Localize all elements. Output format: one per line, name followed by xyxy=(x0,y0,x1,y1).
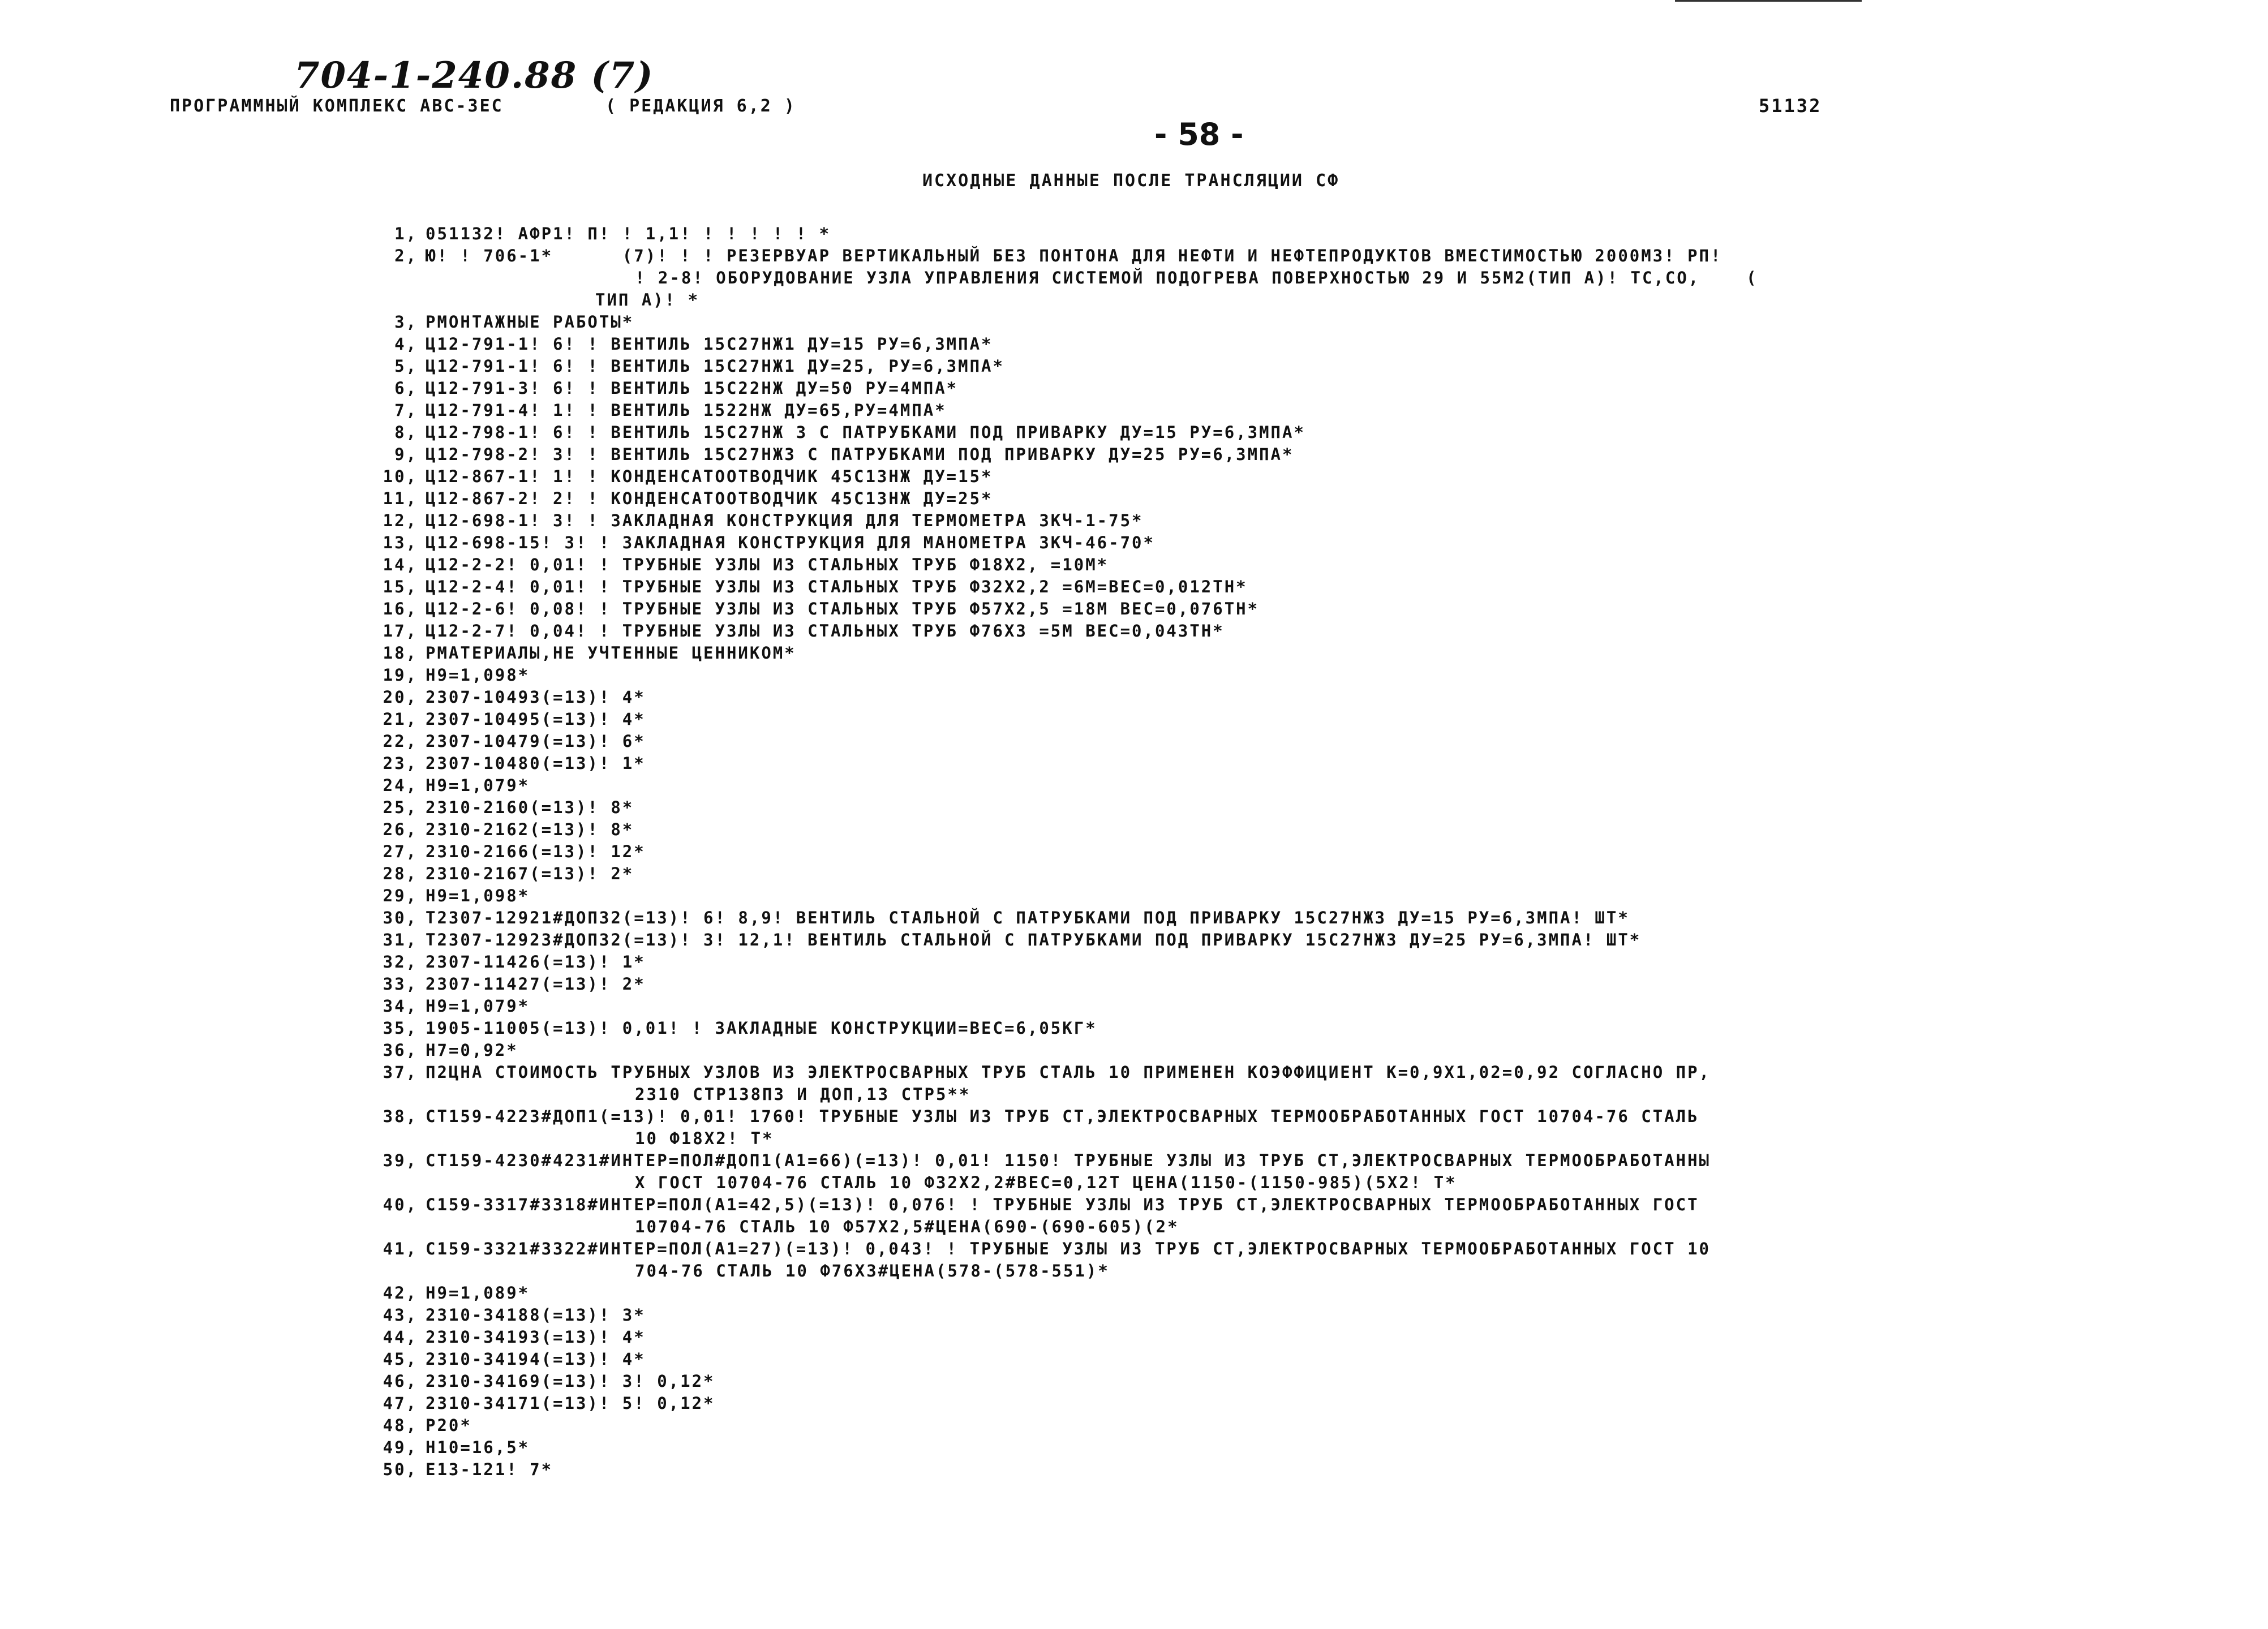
line-number: 14, xyxy=(383,555,418,574)
line-number: 21, xyxy=(383,710,418,729)
line-text: Ц12-2-6! 0,08! ! ТРУБНЫЕ УЗЛЫ ИЗ СТАЛЬНЫХ ТРУБ Ф57Х2,5 =18М ВЕС=0,076ТН* xyxy=(426,599,1260,618)
line-text: Ц12-2-7! 0,04! ! ТРУБНЫЕ УЗЛЫ ИЗ СТАЛЬНЫХ ТРУБ Ф76Х3 =5М ВЕС=0,043ТН* xyxy=(426,621,1225,641)
listing-line xyxy=(370,1260,2243,1282)
line-number: 19, xyxy=(383,665,418,685)
listing-line xyxy=(370,1106,2243,1128)
line-number: 13, xyxy=(383,533,418,552)
listing-body xyxy=(370,223,2243,1481)
line-text: Ц12-698-1! 3! ! ЗАКЛАДНАЯ КОНСТРУКЦИЯ ДЛЯ ТЕРМОМЕТРА ЗКЧ-1-75* xyxy=(426,511,1144,530)
line-text: 2307-10479(=13)! 6* xyxy=(426,732,646,751)
line-text: 2307-11426(=13)! 1* xyxy=(426,952,646,972)
program-complex-label: ПРОГРАММНЫЙ КОМПЛЕКС АВС-ЗЕС xyxy=(170,96,504,116)
line-text: Н9=1,098* xyxy=(426,886,530,905)
line-text: Н9=1,098* xyxy=(426,665,530,685)
listing-line xyxy=(370,1304,2243,1326)
listing-line xyxy=(370,775,2243,797)
listing-line xyxy=(370,929,2243,951)
listing-line xyxy=(370,863,2243,885)
line-text: Н9=1,079* xyxy=(426,996,530,1016)
section-title: ИСХОДНЫЕ ДАННЫЕ ПОСЛЕ ТРАНСЛЯЦИИ СФ xyxy=(922,171,1340,191)
line-text: СТ159-4230#4231#ИНТЕР=ПОЛ#ДОП1(А1=66)(=13)! 0,01! 1150! ТРУБНЫЕ УЗЛЫ ИЗ ТРУБ СТ,ЭЛЕКТРОСВАРНЫХ ТЕРМООБРАБОТАННЫ xyxy=(426,1151,1711,1170)
line-number: 37, xyxy=(383,1063,418,1082)
line-text: Х ГОСТ 10704-76 СТАЛЬ 10 Ф32Х2,2#ВЕС=0,12Т ЦЕНА(1150-(1150-985)(5Х2! Т* xyxy=(635,1173,1457,1192)
listing-line xyxy=(370,510,2243,532)
listing-line xyxy=(370,223,2243,245)
listing-line xyxy=(370,995,2243,1017)
listing-line xyxy=(370,422,2243,444)
line-number: 32, xyxy=(383,952,418,972)
line-number: 6, xyxy=(394,379,418,398)
line-text: Р20* xyxy=(426,1416,472,1435)
line-number: 3, xyxy=(394,312,418,332)
line-text: Ю! ! 706-1* (7)! ! ! РЕЗЕРВУАР ВЕРТИКАЛЬНЫЙ БЕЗ ПОНТОНА ДЛЯ НЕФТИ И НЕФТЕПРОДУКТОВ ВМЕСТИМОСТЬЮ 2000М3! РП! xyxy=(426,246,1723,265)
handwritten-doc-code: 704-1-240.88 (7) xyxy=(294,54,654,97)
line-text: 2310-2167(=13)! 2* xyxy=(426,864,634,883)
line-number: 36, xyxy=(383,1041,418,1060)
line-text: Ц12-2-4! 0,01! ! ТРУБНЫЕ УЗЛЫ ИЗ СТАЛЬНЫХ ТРУБ Ф32Х2,2 =6М=ВЕС=0,012ТН* xyxy=(426,577,1248,596)
listing-line xyxy=(370,1348,2243,1370)
line-text: 2310-34171(=13)! 5! 0,12* xyxy=(426,1394,715,1413)
line-text: 1905-11005(=13)! 0,01! ! ЗАКЛАДНЫЕ КОНСТРУКЦИИ=ВЕС=6,05КГ* xyxy=(426,1018,1097,1038)
line-number: 23, xyxy=(383,754,418,773)
listing-line xyxy=(370,1238,2243,1260)
listing-line xyxy=(370,1084,2243,1106)
listing-line xyxy=(370,642,2243,664)
listing-line xyxy=(370,267,2243,289)
listing-line xyxy=(370,311,2243,333)
line-number: 49, xyxy=(383,1438,418,1457)
line-text: 10 Ф18Х2! Т* xyxy=(635,1129,774,1148)
line-number: 50, xyxy=(383,1460,418,1479)
line-number: 45, xyxy=(383,1349,418,1369)
listing-line xyxy=(370,488,2243,510)
listing-line xyxy=(370,1194,2243,1216)
listing-line xyxy=(370,444,2243,466)
line-number: 34, xyxy=(383,996,418,1016)
line-number: 28, xyxy=(383,864,418,883)
listing-line xyxy=(370,620,2243,642)
listing-line xyxy=(370,1392,2243,1415)
line-number: 10, xyxy=(383,467,418,486)
listing-line xyxy=(370,399,2243,422)
line-number: 33, xyxy=(383,974,418,994)
line-number: 1, xyxy=(394,224,418,243)
line-number: 44, xyxy=(383,1327,418,1347)
line-text: Е13-121! 7* xyxy=(426,1460,553,1479)
line-text: Ц12-798-2! 3! ! ВЕНТИЛЬ 15С27НЖ3 С ПАТРУБКАМИ ПОД ПРИВАРКУ ДУ=25 РУ=6,3МПА* xyxy=(426,445,1294,464)
listing-line xyxy=(370,885,2243,907)
line-number: 25, xyxy=(383,798,418,817)
line-number: 29, xyxy=(383,886,418,905)
line-text: 2310-2160(=13)! 8* xyxy=(426,798,634,817)
line-text: 051132! АФР1! П! ! 1,1! ! ! ! ! ! * xyxy=(426,224,831,243)
line-number: 12, xyxy=(383,511,418,530)
line-number: 31, xyxy=(383,930,418,949)
line-text: Т2307-12921#ДОП32(=13)! 6! 8,9! ВЕНТИЛЬ СТАЛЬНОЙ С ПАТРУБКАМИ ПОД ПРИВАРКУ 15С27НЖ3 ДУ=15 РУ=6,3МПА! ШТ* xyxy=(426,908,1630,927)
line-text: 2307-10480(=13)! 1* xyxy=(426,754,646,773)
line-number: 4, xyxy=(394,334,418,354)
line-number: 5, xyxy=(394,356,418,376)
line-number: 42, xyxy=(383,1283,418,1303)
line-text: Ц12-2-2! 0,01! ! ТРУБНЫЕ УЗЛЫ ИЗ СТАЛЬНЫХ ТРУБ Ф18Х2, =10М* xyxy=(426,555,1109,574)
line-text: С159-3317#3318#ИНТЕР=ПОЛ(А1=42,5)(=13)! 0,076! ! ТРУБНЫЕ УЗЛЫ ИЗ ТРУБ СТ,ЭЛЕКТРОСВАРНЫХ ТЕРМООБРАБОТАННЫХ ГОСТ xyxy=(426,1195,1699,1214)
listing-line xyxy=(370,753,2243,775)
line-text: СТ159-4223#ДОП1(=13)! 0,01! 1760! ТРУБНЫЕ УЗЛЫ ИЗ ТРУБ СТ,ЭЛЕКТРОСВАРНЫХ ТЕРМООБРАБОТАННЫХ ГОСТ 10704-76 СТАЛЬ xyxy=(426,1107,1699,1126)
line-text: 10704-76 СТАЛЬ 10 Ф57Х2,5#ЦЕНА(690-(690-605)(2* xyxy=(635,1217,1179,1236)
line-text: РМОНТАЖНЫЕ РАБОТЫ* xyxy=(426,312,634,332)
page-number: - 58 - xyxy=(1154,117,1244,152)
line-text: 2310 СТР138П3 И ДОП,13 СТР5** xyxy=(635,1085,971,1104)
listing-line xyxy=(370,1172,2243,1194)
listing-line xyxy=(370,1415,2243,1437)
listing-line xyxy=(370,1039,2243,1061)
line-text: Ц12-867-1! 1! ! КОНДЕНСАТООТВОДЧИК 45С13НЖ ДУ=15* xyxy=(426,467,993,486)
listing-line xyxy=(370,355,2243,377)
line-number: 22, xyxy=(383,732,418,751)
line-text: Н9=1,089* xyxy=(426,1283,530,1303)
listing-line xyxy=(370,554,2243,576)
line-text: Ц12-698-15! 3! ! ЗАКЛАДНАЯ КОНСТРУКЦИЯ ДЛЯ МАНОМЕТРА ЗКЧ-46-70* xyxy=(426,533,1155,552)
line-number: 16, xyxy=(383,599,418,618)
listing-line xyxy=(370,819,2243,841)
listing-line xyxy=(370,245,2243,267)
listing-line xyxy=(370,289,2243,311)
listing-line xyxy=(370,708,2243,730)
line-text: ! 2-8! ОБОРУДОВАНИЕ УЗЛА УПРАВЛЕНИЯ СИСТЕМОЙ ПОДОГРЕВА ПОВЕРХНОСТЬЮ 29 И 55М2(ТИП А)! ТС,СО, ( xyxy=(635,268,1758,287)
line-number: 18, xyxy=(383,643,418,663)
line-text: 2310-34169(=13)! 3! 0,12* xyxy=(426,1372,715,1391)
line-number: 11, xyxy=(383,489,418,508)
listing-line xyxy=(370,1370,2243,1392)
line-number: 9, xyxy=(394,445,418,464)
line-text: 2307-11427(=13)! 2* xyxy=(426,974,646,994)
listing-line xyxy=(370,686,2243,708)
line-number: 30, xyxy=(383,908,418,927)
top-edge-rule xyxy=(1675,0,1862,2)
line-number: 7, xyxy=(394,401,418,420)
listing-line xyxy=(370,466,2243,488)
listing-line xyxy=(370,951,2243,973)
line-text: С159-3321#3322#ИНТЕР=ПОЛ(А1=27)(=13)! 0,043! ! ТРУБНЫЕ УЗЛЫ ИЗ ТРУБ СТ,ЭЛЕКТРОСВАРНЫХ ТЕРМООБРАБОТАННЫХ ГОСТ 10 xyxy=(426,1239,1711,1258)
line-text: 2307-10493(=13)! 4* xyxy=(426,687,646,707)
line-number: 35, xyxy=(383,1018,418,1038)
listing-line xyxy=(370,1150,2243,1172)
line-number: 38, xyxy=(383,1107,418,1126)
line-text: Н10=16,5* xyxy=(426,1438,530,1457)
document-number: 51132 xyxy=(1759,95,1822,117)
line-text: Ц12-791-1! 6! ! ВЕНТИЛЬ 15С27НЖ1 ДУ=25, РУ=6,3МПА* xyxy=(426,356,1004,376)
listing-line xyxy=(370,576,2243,598)
line-text: Ц12-791-3! 6! ! ВЕНТИЛЬ 15С22НЖ ДУ=50 РУ=4МПА* xyxy=(426,379,959,398)
line-number: 20, xyxy=(383,687,418,707)
line-text: 2310-34194(=13)! 4* xyxy=(426,1349,646,1369)
line-number: 39, xyxy=(383,1151,418,1170)
line-number: 15, xyxy=(383,577,418,596)
listing-line xyxy=(370,598,2243,620)
line-number: 48, xyxy=(383,1416,418,1435)
line-number: 24, xyxy=(383,776,418,795)
listing-line xyxy=(370,1017,2243,1039)
listing-line xyxy=(370,1459,2243,1481)
line-text: Ц12-791-4! 1! ! ВЕНТИЛЬ 1522НЖ ДУ=65,РУ=4МПА* xyxy=(426,401,947,420)
line-text: 704-76 СТАЛЬ 10 Ф76Х3#ЦЕНА(578-(578-551)* xyxy=(635,1261,1110,1280)
line-text: П2ЦНА СТОИМОСТЬ ТРУБНЫХ УЗЛОВ ИЗ ЭЛЕКТРОСВАРНЫХ ТРУБ СТАЛЬ 10 ПРИМЕНЕН КОЭФФИЦИЕНТ К=0,9Х1,02=0,92 СОГЛАСНО ПР, xyxy=(426,1063,1711,1082)
line-number: 27, xyxy=(383,842,418,861)
listing-line xyxy=(370,730,2243,753)
listing-line xyxy=(370,333,2243,355)
line-number: 40, xyxy=(383,1195,418,1214)
line-number: 17, xyxy=(383,621,418,641)
listing-line xyxy=(370,841,2243,863)
edition-label: ( РЕДАКЦИЯ 6,2 ) xyxy=(605,96,796,116)
line-text: Н9=1,079* xyxy=(426,776,530,795)
line-text: РМАТЕРИАЛЫ,НЕ УЧТЕННЫЕ ЦЕННИКОМ* xyxy=(426,643,796,663)
listing-line xyxy=(370,907,2243,929)
listing-line xyxy=(370,1437,2243,1459)
listing-line xyxy=(370,664,2243,686)
listing-line xyxy=(370,377,2243,399)
line-text: Т2307-12923#ДОП32(=13)! 3! 12,1! ВЕНТИЛЬ СТАЛЬНОЙ С ПАТРУБКАМИ ПОД ПРИВАРКУ 15С27НЖ3 ДУ=25 РУ=6,3МПА! ШТ* xyxy=(426,930,1642,949)
line-text: Ц12-791-1! 6! ! ВЕНТИЛЬ 15С27НЖ1 ДУ=15 РУ=6,3МПА* xyxy=(426,334,993,354)
line-number: 2, xyxy=(394,246,418,265)
line-number: 47, xyxy=(383,1394,418,1413)
line-text: Ц12-867-2! 2! ! КОНДЕНСАТООТВОДЧИК 45С13НЖ ДУ=25* xyxy=(426,489,993,508)
line-text: 2310-2166(=13)! 12* xyxy=(426,842,646,861)
line-text: 2310-34193(=13)! 4* xyxy=(426,1327,646,1347)
line-text: Н7=0,92* xyxy=(426,1041,518,1060)
line-number: 46, xyxy=(383,1372,418,1391)
listing-line xyxy=(370,1326,2243,1348)
listing-line xyxy=(370,1128,2243,1150)
line-number: 43, xyxy=(383,1305,418,1325)
listing-line xyxy=(370,973,2243,995)
listing-line xyxy=(370,1061,2243,1084)
line-text: ТИП А)! * xyxy=(595,290,700,310)
line-number: 41, xyxy=(383,1239,418,1258)
listing-line xyxy=(370,1216,2243,1238)
listing-line xyxy=(370,532,2243,554)
line-number: 26, xyxy=(383,820,418,839)
listing-line xyxy=(370,1282,2243,1304)
line-number: 8, xyxy=(394,423,418,442)
listing-line xyxy=(370,797,2243,819)
line-text: 2310-2162(=13)! 8* xyxy=(426,820,634,839)
line-text: Ц12-798-1! 6! ! ВЕНТИЛЬ 15С27НЖ 3 С ПАТРУБКАМИ ПОД ПРИВАРКУ ДУ=15 РУ=6,3МПА* xyxy=(426,423,1305,442)
line-text: 2307-10495(=13)! 4* xyxy=(426,710,646,729)
line-text: 2310-34188(=13)! 3* xyxy=(426,1305,646,1325)
